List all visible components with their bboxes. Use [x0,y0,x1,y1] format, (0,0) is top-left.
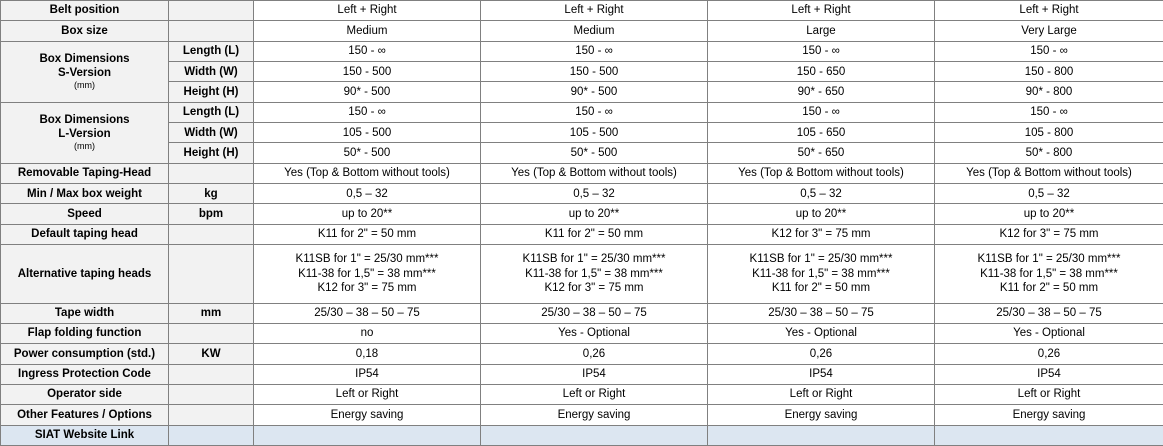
row-value: Medium [481,21,708,41]
row-value: 50* - 500 [254,143,481,163]
table-row [1,82,1163,102]
row-label-unit-note: (mm) [74,80,95,91]
row-value-line: K12 for 3" = 75 mm [317,282,417,294]
row-value: 0,5 – 32 [708,184,935,204]
row-value: 150 - ∞ [254,41,481,61]
row-unit [169,384,254,404]
website-link-cell[interactable] [935,425,1163,445]
row-value: 150 - 650 [708,62,935,82]
row-label: Flap folding function [1,323,169,343]
table-row [1,384,1163,404]
row-unit: bpm [169,204,254,224]
row-value: Left + Right [935,1,1163,21]
row-value: 105 - 500 [254,123,481,143]
row-value-line: K11SB for 1" = 25/30 mm*** [977,253,1121,266]
row-label: Removable Taping-Head [1,163,169,183]
table-row [1,62,1163,82]
row-value: 105 - 650 [708,123,935,143]
row-label: Operator side [1,384,169,404]
row-value-line: K11-38 for 1,5" = 38 mm*** [525,267,663,280]
row-label: Speed [1,204,169,224]
row-value-line: K11SB for 1" = 25/30 mm*** [522,253,666,266]
row-value-line: K11-38 for 1,5" = 38 mm*** [752,267,890,280]
row-value: Yes (Top & Bottom without tools) [254,163,481,183]
row-label: Alternative taping heads [1,245,169,303]
table-row [1,364,1163,384]
table-row [1,102,1163,122]
row-value: 150 - 800 [935,62,1163,82]
row-value: Yes - Optional [481,323,708,343]
row-unit [169,245,254,303]
row-value: 0,26 [935,344,1163,364]
row-value: Medium [254,21,481,41]
table-row [1,224,1163,244]
row-value: 0,26 [481,344,708,364]
row-value: up to 20** [254,204,481,224]
row-value-line: K11SB for 1" = 25/30 mm*** [749,253,893,266]
row-value: Energy saving [254,405,481,425]
row-value: 25/30 – 38 – 50 – 75 [254,303,481,323]
table-row [1,41,1163,61]
row-unit: kg [169,184,254,204]
row-value-line: K11-38 for 1,5" = 38 mm*** [980,267,1118,280]
row-unit [169,163,254,183]
row-value: 150 - ∞ [481,102,708,122]
row-label: Tape width [1,303,169,323]
row-value: 90* - 500 [481,82,708,102]
row-label-group-l-version [1,102,169,163]
row-value: K12 for 3" = 75 mm [708,224,935,244]
row-value: 150 - ∞ [708,41,935,61]
row-unit [169,323,254,343]
row-value: 90* - 500 [254,82,481,102]
row-unit: Width (W) [169,123,254,143]
row-value: Left or Right [481,384,708,404]
row-unit: mm [169,303,254,323]
row-value: 25/30 – 38 – 50 – 75 [708,303,935,323]
row-value-line: K12 for 3" = 75 mm [544,282,644,294]
row-value: no [254,323,481,343]
row-value: Left + Right [708,1,935,21]
row-value: 50* - 500 [481,143,708,163]
row-unit: Height (H) [169,143,254,163]
row-value: 150 - ∞ [708,102,935,122]
row-value: 90* - 800 [935,82,1163,102]
table-row [1,245,1163,303]
website-link-cell[interactable] [254,425,481,445]
row-label-line1: Box Dimensions [39,52,130,65]
table-row [1,143,1163,163]
row-value: Energy saving [935,405,1163,425]
row-value: 0,5 – 32 [254,184,481,204]
row-value: 50* - 650 [708,143,935,163]
row-value [254,245,481,303]
row-value: IP54 [481,364,708,384]
row-value: IP54 [254,364,481,384]
row-value: 105 - 500 [481,123,708,143]
row-unit: Height (H) [169,82,254,102]
table-row [1,21,1163,41]
table-row [1,1,1163,21]
table-row [1,204,1163,224]
row-value: 0,5 – 32 [481,184,708,204]
row-value [708,245,935,303]
row-label: Belt position [1,1,169,21]
website-link-cell[interactable] [708,425,935,445]
row-value: 150 - ∞ [254,102,481,122]
row-label-line2: L-Version [58,128,111,141]
row-value: IP54 [708,364,935,384]
row-value: 90* - 650 [708,82,935,102]
row-value: Left + Right [254,1,481,21]
row-label: Default taping head [1,224,169,244]
row-unit: Width (W) [169,62,254,82]
row-value: K12 for 3" = 75 mm [935,224,1163,244]
row-value: 25/30 – 38 – 50 – 75 [481,303,708,323]
row-label-line2: S-Version [57,67,112,80]
row-value: 50* - 800 [935,143,1163,163]
row-label-line1: Box Dimensions [39,113,130,126]
row-value: Yes (Top & Bottom without tools) [481,163,708,183]
row-value: IP54 [935,364,1163,384]
row-value: up to 20** [935,204,1163,224]
row-value: 0,5 – 32 [935,184,1163,204]
table-row [1,344,1163,364]
row-label: Other Features / Options [1,405,169,425]
row-value: Yes (Top & Bottom without tools) [935,163,1163,183]
row-value-line: K11 for 2" = 50 mm [999,282,1099,294]
row-value: Energy saving [708,405,935,425]
row-unit [169,425,254,445]
row-value: Energy saving [481,405,708,425]
row-value: Left or Right [935,384,1163,404]
row-unit: Length (L) [169,102,254,122]
row-value: 150 - ∞ [481,41,708,61]
row-unit [169,405,254,425]
table-row [1,184,1163,204]
table-row [1,405,1163,425]
row-label: Ingress Protection Code [1,364,169,384]
row-value: Very Large [935,21,1163,41]
row-value: up to 20** [708,204,935,224]
row-unit [169,364,254,384]
row-value [935,245,1163,303]
row-label: Min / Max box weight [1,184,169,204]
row-value: Yes - Optional [935,323,1163,343]
row-value: K11 for 2" = 50 mm [254,224,481,244]
row-value: 150 - ∞ [935,41,1163,61]
table-row [1,323,1163,343]
row-value-line: K11SB for 1" = 25/30 mm*** [295,253,439,266]
row-value: 0,18 [254,344,481,364]
row-unit: KW [169,344,254,364]
row-unit [169,21,254,41]
row-unit [169,1,254,21]
row-value: 150 - ∞ [935,102,1163,122]
row-label-unit-note: (mm) [74,141,95,152]
row-value: 0,26 [708,344,935,364]
table-row [1,123,1163,143]
website-link-cell[interactable] [481,425,708,445]
row-value: 25/30 – 38 – 50 – 75 [935,303,1163,323]
row-value: Left or Right [254,384,481,404]
row-value: K11 for 2" = 50 mm [481,224,708,244]
row-value: Left + Right [481,1,708,21]
row-value: 150 - 500 [254,62,481,82]
row-unit [169,224,254,244]
row-value: 150 - 500 [481,62,708,82]
row-label: Box size [1,21,169,41]
row-label-group-s-version [1,41,169,102]
table-row [1,303,1163,323]
row-value: Left or Right [708,384,935,404]
row-label: Power consumption (std.) [1,344,169,364]
table-row-website-link [1,425,1163,445]
row-value: 105 - 800 [935,123,1163,143]
table-row [1,163,1163,183]
row-unit: Length (L) [169,41,254,61]
row-value: Large [708,21,935,41]
row-label: SIAT Website Link [1,425,169,445]
row-value: Yes (Top & Bottom without tools) [708,163,935,183]
row-value [481,245,708,303]
row-value-line: K11-38 for 1,5" = 38 mm*** [298,267,436,280]
row-value-line: K11 for 2" = 50 mm [771,282,871,294]
row-value: up to 20** [481,204,708,224]
row-value: Yes - Optional [708,323,935,343]
